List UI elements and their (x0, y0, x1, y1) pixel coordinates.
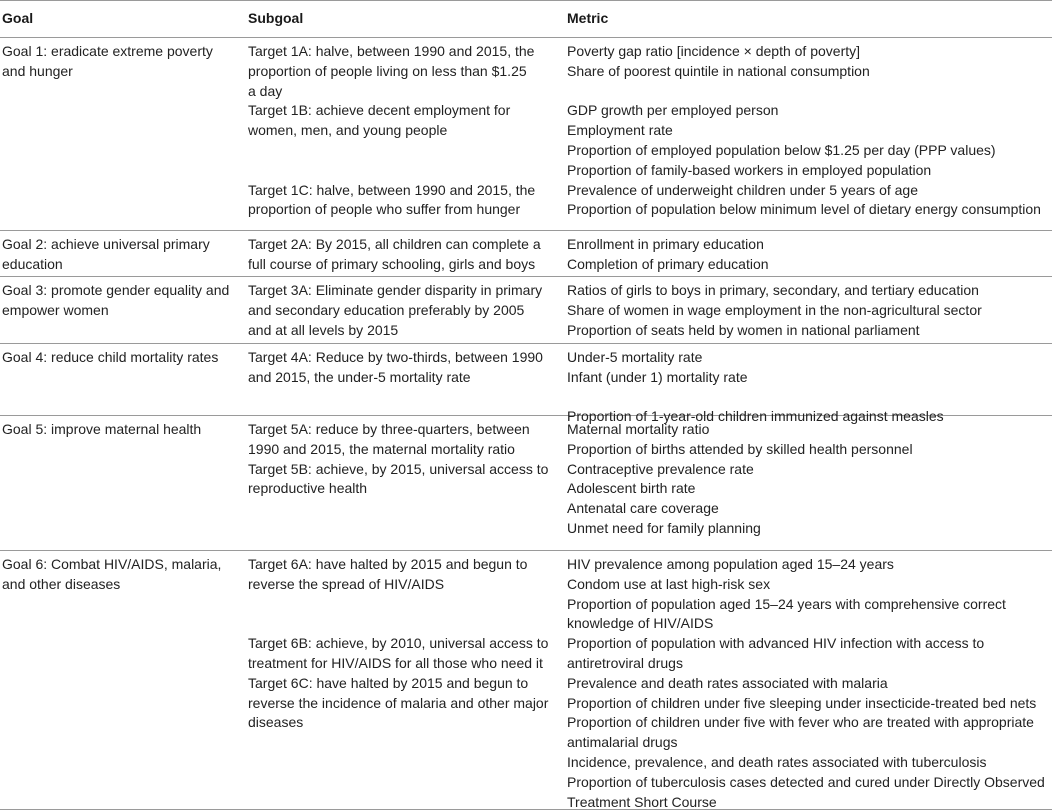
metric-line: Proportion of 1-year-old children immunized against measles (567, 408, 944, 425)
goal-line: education (2, 255, 63, 272)
goal-line: and hunger (2, 62, 73, 79)
metric-line: Proportion of tuberculosis cases detected and cured under Directly Observed (567, 773, 1045, 790)
header-subgoal: Subgoal (248, 10, 304, 26)
metric-line: Incidence, prevalence, and death rates associated with tuberculosis (567, 753, 987, 770)
metric-line: antiretroviral drugs (567, 654, 683, 671)
table-row (0, 551, 1052, 810)
subgoal-line: proportion of people living on less than $1.25 (248, 62, 527, 79)
subgoal-line: Target 3A: Eliminate gender disparity in primary (248, 282, 543, 298)
metric-line: Adolescent birth rate (567, 480, 696, 497)
subgoal-cell (248, 42, 548, 220)
subgoal-line: proportion of people who suffer from hunger (248, 201, 521, 218)
goal-line: Goal 6: Combat HIV/AIDS, malaria, (2, 556, 222, 572)
subgoal-line: and at all levels by 2015 (248, 321, 399, 338)
metric-line: Contraceptive prevalence rate (567, 460, 754, 477)
subgoal-cell (248, 555, 548, 733)
spacer (248, 595, 548, 615)
subgoal-line: full course of primary schooling, girls and boys (248, 255, 536, 272)
metric-line: Unmet need for family planning (567, 519, 761, 536)
metric-line: Proportion of employed population below $1.25 per day (PPP values) (567, 141, 996, 158)
metric-line: Proportion of children under five sleeping under insecticide-treated bed nets (567, 694, 1037, 711)
subgoal-line: and 2015, the under-5 mortality rate (248, 368, 471, 385)
subgoal-line: reproductive health (248, 480, 368, 497)
subgoal-line: Target 6C: have halted by 2015 and begun to (248, 674, 529, 691)
goal-cell (2, 348, 237, 368)
goal-line: Goal 2: achieve universal primary (2, 236, 210, 252)
metric-line: Completion of primary education (567, 255, 769, 272)
subgoal-line: and secondary education preferably by 2005 (248, 301, 525, 318)
metric-cell (567, 555, 1052, 812)
subgoal-line: Target 6A: have halted by 2015 and begun to (248, 556, 528, 572)
metric-line: Proportion of population with advanced HIV infection with access to (567, 635, 985, 652)
metric-line: GDP growth per employed person (567, 102, 779, 119)
spacer (248, 161, 548, 181)
goal-line: Goal 4: reduce child mortality rates (2, 349, 219, 365)
subgoal-line: treatment for HIV/AIDS for all those who need it (248, 654, 543, 671)
goal-line: Goal 1: eradicate extreme poverty (2, 43, 213, 59)
header-goal: Goal (2, 10, 34, 26)
subgoal-line: women, men, and young people (248, 122, 448, 139)
subgoal-line: 1990 and 2015, the maternal mortality ratio (248, 440, 515, 457)
subgoal-line: Target 6B: achieve, by 2010, universal access to (248, 635, 549, 652)
spacer (567, 388, 1052, 408)
subgoal-line: Target 5A: reduce by three-quarters, between (248, 421, 530, 437)
subgoal-line: Target 1B: achieve decent employment for (248, 102, 511, 119)
metric-line: Condom use at last high-risk sex (567, 575, 771, 592)
goal-line: empower women (2, 301, 109, 318)
table-header (0, 0, 1052, 38)
metric-line: Prevalence and death rates associated with malaria (567, 674, 888, 691)
metric-line: Proportion of seats held by women in national parliament (567, 321, 920, 338)
metric-line: Treatment Short Course (567, 793, 717, 810)
metric-line: Prevalence of underweight children under 5 years of age (567, 181, 918, 198)
spacer (248, 614, 548, 634)
metric-line: Share of women in wage employment in the non-agricultural sector (567, 301, 982, 318)
metric-line: Share of poorest quintile in national consumption (567, 62, 870, 79)
subgoal-line: Target 2A: By 2015, all children can complete a (248, 236, 541, 252)
spacer (248, 141, 548, 161)
subgoal-cell (248, 348, 548, 388)
table-row (0, 416, 1052, 551)
metric-line: HIV prevalence among population aged 15–24 years (567, 556, 894, 572)
metric-line: Proportion of population below minimum level of dietary energy consumption (567, 201, 1041, 218)
spacer (567, 82, 1052, 102)
metric-line: Proportion of children under five with fever who are treated with appropriate (567, 714, 1034, 731)
goal-line: and other diseases (2, 575, 121, 592)
subgoal-line: Target 4A: Reduce by two-thirds, between 1990 (248, 349, 543, 365)
metric-line: Maternal mortality ratio (567, 421, 710, 437)
metric-line: Ratios of girls to boys in primary, secondary, and tertiary education (567, 282, 979, 298)
metric-cell (567, 281, 1052, 340)
goal-cell (2, 281, 237, 321)
metric-line: Under-5 mortality rate (567, 349, 703, 365)
subgoal-line: Target 5B: achieve, by 2015, universal access to (248, 460, 549, 477)
metric-cell (567, 42, 1052, 220)
metric-cell (567, 235, 1052, 275)
subgoal-cell (248, 281, 548, 340)
table-row (0, 231, 1052, 277)
goal-cell (2, 555, 237, 595)
metric-line: Infant (under 1) mortality rate (567, 368, 748, 385)
metric-line: knowledge of HIV/AIDS (567, 615, 714, 632)
table-row (0, 277, 1052, 344)
goal-line: Goal 3: promote gender equality and (2, 282, 230, 298)
metric-line: Proportion of family-based workers in employed population (567, 161, 932, 178)
subgoal-line: Target 1C: halve, between 1990 and 2015, the (248, 181, 536, 198)
subgoal-line: diseases (248, 714, 304, 731)
table-row (0, 38, 1052, 231)
metric-line: Proportion of population aged 15–24 years with comprehensive correct (567, 595, 1006, 612)
table-body (0, 38, 1052, 810)
subgoal-cell (248, 420, 548, 499)
subgoal-line: Target 1A: halve, between 1990 and 2015, the (248, 43, 535, 59)
metric-line: Poverty gap ratio [incidence × depth of poverty] (567, 43, 861, 59)
metric-cell (567, 420, 1052, 539)
goal-cell (2, 420, 237, 440)
metric-line: Proportion of births attended by skilled health personnel (567, 440, 913, 457)
subgoal-line: a day (248, 82, 283, 99)
goal-cell (2, 235, 237, 275)
goal-cell (2, 42, 237, 82)
table-row (0, 344, 1052, 425)
subgoal-line: reverse the incidence of malaria and other major (248, 694, 549, 711)
metric-line: Enrollment in primary education (567, 236, 764, 252)
metric-line: antimalarial drugs (567, 734, 678, 751)
metric-line: Antenatal care coverage (567, 500, 719, 517)
metric-line: Employment rate (567, 122, 673, 139)
subgoal-line: reverse the spread of HIV/AIDS (248, 575, 445, 592)
goal-line: Goal 5: improve maternal health (2, 421, 202, 437)
header-metric: Metric (567, 10, 609, 26)
subgoal-cell (248, 235, 548, 275)
